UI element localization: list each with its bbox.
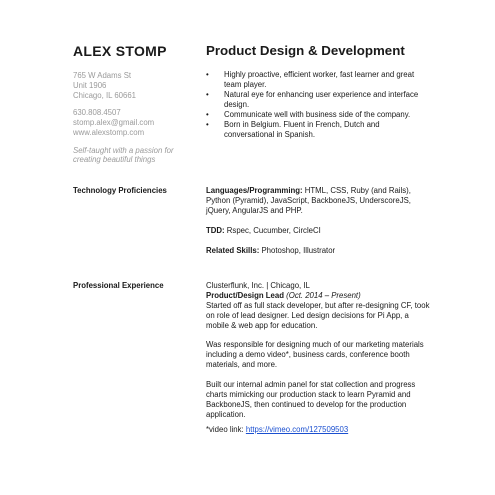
skills-entry	[206, 246, 431, 256]
applicant-name: ALEX STOMP	[73, 43, 167, 59]
tdd-label: TDD:	[206, 226, 225, 235]
bullet-glyph: •	[206, 90, 209, 99]
summary-bullet	[206, 120, 431, 140]
tdd-value: Rspec, Cucumber, CircleCI	[224, 226, 321, 235]
video-link-prefix: *video link:	[206, 425, 246, 434]
summary-bullet-text: Natural eye for enhancing user experience and interface design.	[224, 90, 419, 109]
contact-address	[73, 71, 136, 101]
job-dates: (Oct. 2014 – Present)	[286, 291, 361, 300]
languages-value: HTML, CSS, Ruby (and Rails), Python (Pyramid), JavaScript, BackboneJS, UnderscoreJS, jQuery, AngularJS and PHP.	[206, 186, 411, 215]
resume-headline: Product Design & Development	[206, 43, 405, 58]
summary-bullet	[206, 70, 431, 90]
website-url[interactable]: www.alexstomp.com	[73, 128, 145, 137]
tagline: Self-taught with a passion for creating beautiful things	[73, 146, 174, 164]
address-line-3: Chicago, IL 60661	[73, 91, 136, 100]
company-line: Clusterflunk, Inc. | Chicago, IL	[206, 281, 310, 290]
experience-paragraph: Started off as full stack developer, but after re-designing CF, took on role of lead designer. Led design decisions for Pi App, a mobile & web app for education.	[206, 301, 430, 330]
job-title: Product/Design Lead	[206, 291, 284, 300]
video-link-line	[206, 425, 431, 435]
skills-label: Related Skills:	[206, 246, 260, 255]
summary-bullet	[206, 110, 431, 120]
experience-paragraph: Built our internal admin panel for stat collection and progress charts mimicking our production stack to learn Pyramid and BackboneJS, then continued to develop for the production application.	[206, 380, 416, 419]
tdd-entry	[206, 226, 431, 236]
experience-paragraph: Was responsible for designing much of our marketing materials including a demo video*, business cards, conference booth materials, and more.	[206, 340, 424, 369]
summary-bullet-text: Communicate well with business side of the company.	[224, 110, 411, 119]
skills-value: Photoshop, Illustrator	[259, 246, 336, 255]
languages-entry	[206, 186, 431, 216]
phone-number: 630.808.4507	[73, 108, 121, 117]
email-address[interactable]: stomp.alex@gmail.com	[73, 118, 155, 127]
contact-details	[73, 108, 154, 138]
languages-label: Languages/Programming:	[206, 186, 303, 195]
video-link[interactable]: https://vimeo.com/127509503	[245, 425, 349, 434]
role-line	[206, 291, 431, 301]
address-line-1: 765 W Adams St	[73, 71, 132, 80]
summary-list	[206, 70, 431, 140]
address-line-2: Unit 1906	[73, 81, 107, 90]
summary-bullet-text: Born in Belgium. Fluent in French, Dutch and conversational in Spanish.	[224, 120, 380, 139]
summary-bullet-text: Highly proactive, efficient worker, fast learner and great team player.	[224, 70, 415, 89]
tech-section-label: Technology Proficiencies	[73, 186, 167, 195]
experience-section-label: Professional Experience	[73, 281, 164, 290]
bullet-glyph: •	[206, 70, 209, 79]
summary-bullet	[206, 90, 431, 110]
bullet-glyph: •	[206, 120, 209, 129]
bullet-glyph: •	[206, 110, 209, 119]
